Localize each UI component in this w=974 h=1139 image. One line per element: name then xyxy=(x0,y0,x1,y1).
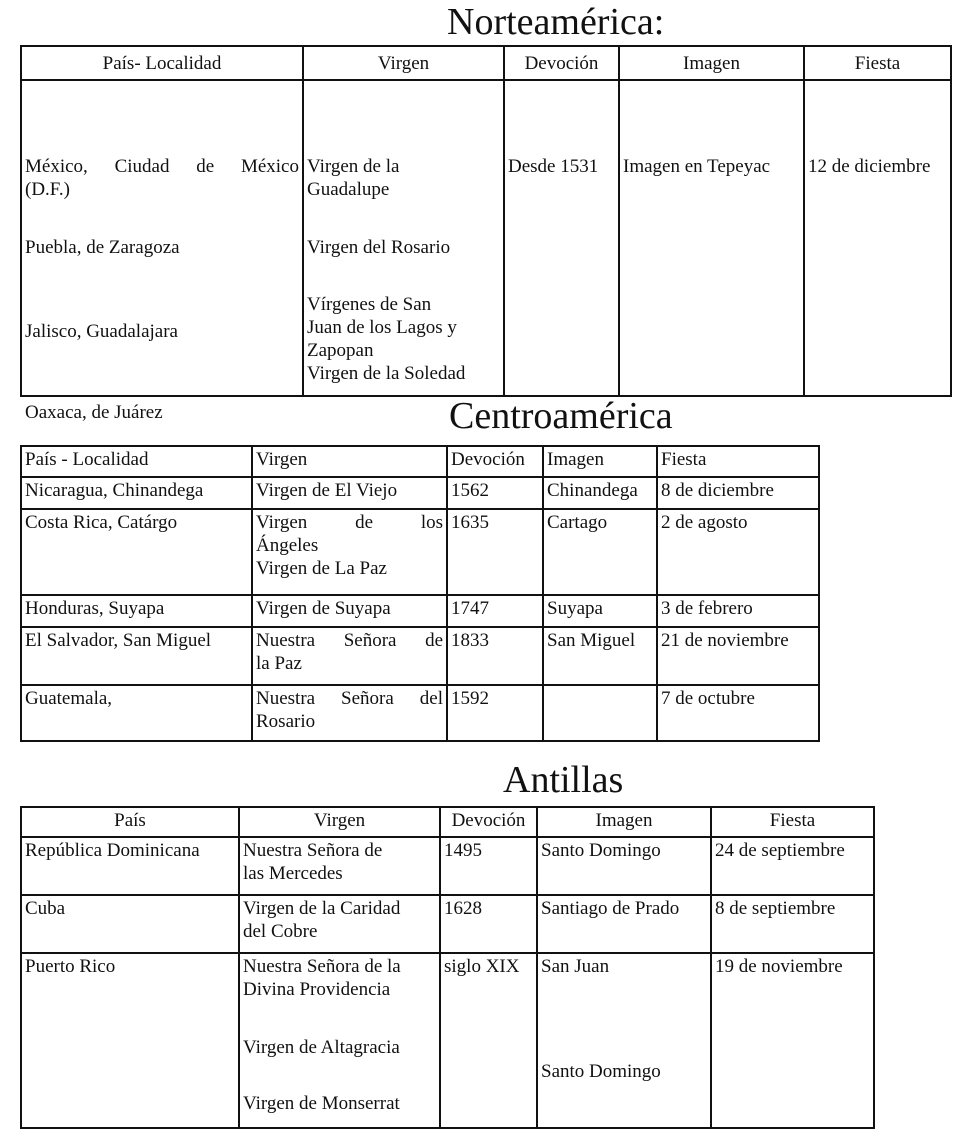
table-centroamerica xyxy=(20,445,820,742)
cell-virgen xyxy=(303,80,504,396)
virgen-text: Vírgenes de San xyxy=(307,294,432,315)
cell-fiesta: 21 de noviembre xyxy=(657,627,819,685)
table-row xyxy=(21,477,819,509)
cell-imagen: Chinandega xyxy=(543,477,657,509)
virgen-line: Virgen de los xyxy=(256,512,443,533)
cell-imagen xyxy=(543,685,657,741)
section-title-centroamerica: Centroamérica xyxy=(449,395,673,437)
cell-virgen xyxy=(252,685,447,741)
imagen-line: San Juan xyxy=(541,956,610,977)
column-header-fiesta: Fiesta xyxy=(804,46,951,80)
cell-imagen xyxy=(619,80,804,396)
pais-text: México, Ciudad de México xyxy=(25,156,299,177)
cell-devocion: siglo XIX xyxy=(440,953,537,1128)
cell-imagen: Suyapa xyxy=(543,595,657,627)
virgen-text: Virgen del Rosario xyxy=(307,237,451,258)
cell-virgen xyxy=(239,837,440,895)
cell-pais: Costa Rica, Catárgo xyxy=(21,509,252,595)
virgen-line: la Paz xyxy=(256,653,302,674)
cell-devocion: 1628 xyxy=(440,895,537,953)
column-header-devocion: Devoción xyxy=(504,46,619,80)
cell-fiesta: 8 de diciembre xyxy=(657,477,819,509)
cell-imagen: San Miguel xyxy=(543,627,657,685)
virgen-line: Nuestra Señora de xyxy=(243,840,383,861)
cell-devocion: 1833 xyxy=(447,627,543,685)
cell-devocion: 1635 xyxy=(447,509,543,595)
cell-fiesta: 24 de septiembre xyxy=(711,837,874,895)
cell-fiesta: 2 de agosto xyxy=(657,509,819,595)
fiesta-text: 12 de diciembre xyxy=(808,156,931,177)
cell-virgen xyxy=(252,509,447,595)
virgen-line: las Mercedes xyxy=(243,863,343,884)
cell-imagen: Cartago xyxy=(543,509,657,595)
virgen-line: Nuestra Señora de xyxy=(256,630,443,651)
cell-devocion: 1747 xyxy=(447,595,543,627)
virgen-text: Guadalupe xyxy=(307,179,390,200)
table-row xyxy=(21,509,819,595)
cell-fiesta: 8 de septiembre xyxy=(711,895,874,953)
cell-devocion: 1592 xyxy=(447,685,543,741)
virgen-text: Juan de los Lagos y xyxy=(307,317,457,338)
cell-devocion: 1495 xyxy=(440,837,537,895)
imagen-text: Imagen en Tepeyac xyxy=(623,156,771,177)
cell-pais: Cuba xyxy=(21,895,239,953)
virgen-text: Zapopan xyxy=(307,340,374,361)
table-row xyxy=(21,953,874,1128)
cell-imagen xyxy=(537,953,711,1128)
table-header-row xyxy=(21,46,951,80)
cell-pais: Honduras, Suyapa xyxy=(21,595,252,627)
virgen-text: Virgen de la xyxy=(307,156,400,177)
column-header-pais: País xyxy=(21,807,239,837)
virgen-line: Divina Providencia xyxy=(243,979,391,1000)
virgen-text: Virgen de la Soledad xyxy=(307,363,466,384)
table-row xyxy=(21,595,819,627)
table-header-row xyxy=(21,807,874,837)
virgen-line: Virgen de Monserrat xyxy=(243,1093,400,1114)
column-header-imagen: Imagen xyxy=(619,46,804,80)
table-row xyxy=(21,895,874,953)
section-title-antillas: Antillas xyxy=(503,759,624,801)
table-antillas xyxy=(20,806,875,1129)
cell-pais: República Dominicana xyxy=(21,837,239,895)
column-header-fiesta: Fiesta xyxy=(711,807,874,837)
virgen-line: Virgen de La Paz xyxy=(256,558,387,579)
devocion-text: Desde 1531 xyxy=(508,156,599,177)
pais-text: Jalisco, Guadalajara xyxy=(25,321,178,342)
cell-pais: El Salvador, San Miguel xyxy=(21,627,252,685)
table-row xyxy=(21,837,874,895)
cell-fiesta: 3 de febrero xyxy=(657,595,819,627)
cell-virgen xyxy=(252,627,447,685)
pais-text: (D.F.) xyxy=(25,179,70,200)
pais-text: Oaxaca, de Juárez xyxy=(25,402,163,423)
cell-pais: Puerto Rico xyxy=(21,953,239,1128)
cell-virgen xyxy=(239,895,440,953)
table-header-row xyxy=(21,446,819,477)
column-header-devocion: Devoción xyxy=(440,807,537,837)
cell-virgen xyxy=(239,953,440,1128)
pais-text: Puebla, de Zaragoza xyxy=(25,237,180,258)
cell-pais xyxy=(21,80,303,423)
table-row xyxy=(21,80,951,396)
imagen-line: Santo Domingo xyxy=(541,1061,661,1082)
virgen-line: Virgen de Altagracia xyxy=(243,1037,400,1058)
cell-fiesta: 7 de octubre xyxy=(657,685,819,741)
cell-virgen: Virgen de Suyapa xyxy=(252,595,447,627)
cell-imagen: Santiago de Prado xyxy=(537,895,711,953)
column-header-imagen: Imagen xyxy=(543,446,657,477)
column-header-virgen: Virgen xyxy=(303,46,504,80)
column-header-devocion: Devoción xyxy=(447,446,543,477)
cell-devocion: 1562 xyxy=(447,477,543,509)
virgen-line: Ángeles xyxy=(256,535,319,556)
section-title-norteamerica: Norteamérica: xyxy=(447,1,665,43)
cell-fiesta xyxy=(804,80,951,396)
virgen-line: Rosario xyxy=(256,711,316,732)
virgen-line: Nuestra Señora del xyxy=(256,688,443,709)
cell-virgen: Virgen de El Viejo xyxy=(252,477,447,509)
column-header-fiesta: Fiesta xyxy=(657,446,819,477)
virgen-line: Virgen de la Caridad xyxy=(243,898,401,919)
cell-fiesta: 19 de noviembre xyxy=(711,953,874,1128)
table-row xyxy=(21,685,819,741)
virgen-line: del Cobre xyxy=(243,921,318,942)
column-header-imagen: Imagen xyxy=(537,807,711,837)
table-row xyxy=(21,627,819,685)
virgen-line: Nuestra Señora de la xyxy=(243,956,401,977)
cell-pais: Guatemala, xyxy=(21,685,252,741)
column-header-pais: País- Localidad xyxy=(21,46,303,80)
column-header-pais: País - Localidad xyxy=(21,446,252,477)
cell-devocion xyxy=(504,80,619,396)
cell-imagen: Santo Domingo xyxy=(537,837,711,895)
column-header-virgen: Virgen xyxy=(239,807,440,837)
column-header-virgen: Virgen xyxy=(252,446,447,477)
cell-pais: Nicaragua, Chinandega xyxy=(21,477,252,509)
